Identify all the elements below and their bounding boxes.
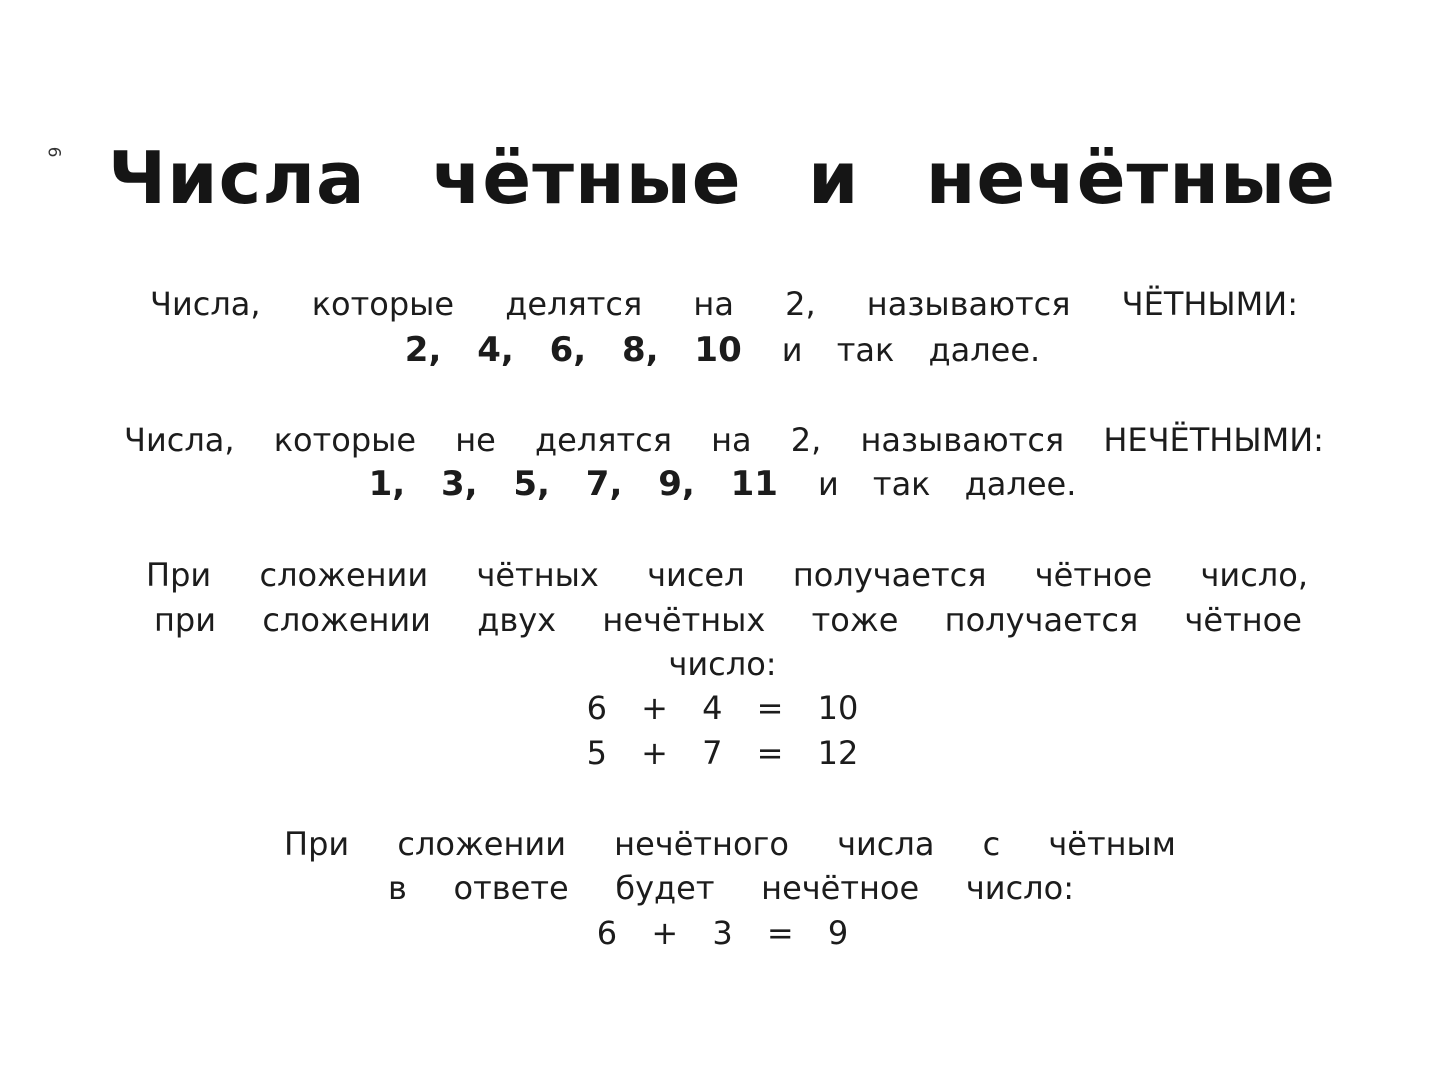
word: сложении: [262, 601, 431, 639]
word: Числа,: [150, 285, 261, 323]
word: числа: [837, 825, 935, 863]
page-number: 6: [43, 146, 64, 158]
word: в: [388, 869, 407, 907]
word: чётных: [476, 556, 599, 594]
rule1-example2: 5 + 7 = 12: [586, 734, 859, 772]
odd-definition-line: [124, 420, 1324, 460]
word: тоже: [811, 601, 899, 639]
word: нечётное: [761, 869, 920, 907]
word: с: [982, 825, 1001, 863]
rule1-example1: 6 + 4 = 10: [586, 689, 859, 727]
word: называются: [860, 421, 1065, 459]
word: называются: [866, 285, 1071, 323]
odd-tail: и так далее.: [817, 465, 1077, 503]
word: чётное: [1034, 556, 1153, 594]
even-tail: и так далее.: [781, 331, 1041, 369]
page-title: [108, 138, 1336, 218]
word: нечётного: [614, 825, 789, 863]
rule1-line1: [146, 555, 1308, 595]
rule2-line2: [388, 868, 1074, 908]
word: 2,: [785, 285, 816, 323]
word: ответе: [453, 869, 569, 907]
word: нечётных: [602, 601, 766, 639]
word: делятся: [505, 285, 643, 323]
word: делятся: [534, 421, 672, 459]
word: сложении: [259, 556, 429, 594]
odd-examples-line: [0, 464, 1445, 504]
word: получается: [944, 601, 1139, 639]
title-word: Числа: [108, 136, 366, 220]
word: двух: [477, 601, 557, 639]
word: не: [455, 421, 496, 459]
word: которые: [311, 285, 455, 323]
word: чётным: [1048, 825, 1176, 863]
odd-numbers: 1, 3, 5, 7, 9, 11: [368, 464, 778, 504]
word: которые: [273, 421, 417, 459]
word: получается: [792, 556, 987, 594]
rule1-line3: число:: [668, 645, 777, 683]
word: при: [154, 601, 217, 639]
word: чётное: [1184, 601, 1302, 639]
title-word: чётные: [431, 136, 742, 220]
word: 2,: [790, 421, 822, 459]
word: число,: [1200, 556, 1308, 594]
word: При: [146, 556, 212, 594]
rule1-line2: [154, 600, 1302, 640]
rule2-example: 6 + 3 = 9: [596, 914, 849, 952]
word: При: [284, 825, 350, 863]
title-word: нечётные: [925, 136, 1336, 220]
even-examples-line: [0, 330, 1445, 370]
even-numbers: 2, 4, 6, 8, 10: [404, 330, 742, 370]
word: ЧЁТНЫМИ:: [1121, 285, 1298, 323]
title-word: и: [807, 136, 860, 220]
even-definition-line: [150, 284, 1298, 324]
rule2-line1: [284, 824, 1176, 864]
word: сложении: [397, 825, 566, 863]
word: на: [711, 421, 752, 459]
word: Числа,: [124, 421, 235, 459]
word: число:: [965, 869, 1074, 907]
word: НЕЧЁТНЫМИ:: [1103, 421, 1324, 459]
word: чисел: [647, 556, 745, 594]
word: будет: [615, 869, 715, 907]
word: на: [693, 285, 734, 323]
